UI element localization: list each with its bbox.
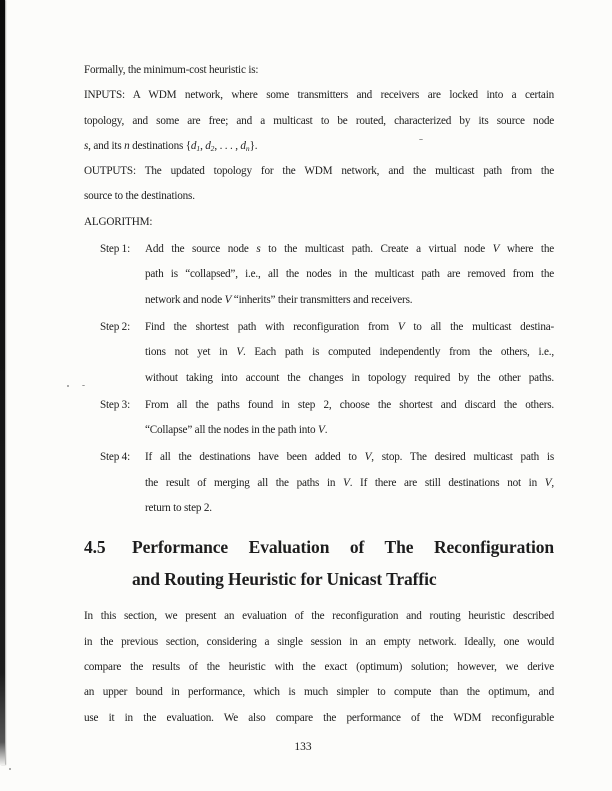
text-segment: }.	[249, 139, 258, 152]
heading-line	[84, 531, 554, 563]
text-line	[145, 315, 554, 340]
text-line	[145, 366, 554, 391]
math-subscript: 1	[196, 143, 201, 153]
math-variable: V	[343, 476, 350, 489]
text-segment: and Routing Heuristic for Unicast Traffic	[132, 569, 437, 590]
text-line	[145, 418, 554, 443]
math-variable: d	[190, 139, 197, 152]
text-line	[84, 630, 554, 655]
text-line	[84, 680, 554, 705]
text-segment: Performance Evaluation of The Reconfiguration	[132, 537, 554, 558]
text-segment: From all the paths found in step 2, choose the shortest and discard the others.	[145, 398, 554, 411]
text-segment: without taking into account the changes in topology required by the other paths.	[145, 371, 554, 384]
text-segment: Find the shortest path with reconfiguration from	[145, 320, 398, 333]
text-segment: “Collapse” all the nodes in the path into	[145, 424, 319, 437]
math-variable: n	[124, 139, 130, 152]
outputs-paragraph	[84, 159, 554, 210]
intro-paragraph	[84, 58, 554, 83]
text-line	[84, 134, 554, 159]
text-line	[84, 83, 554, 108]
text-segment: return to step 2.	[145, 502, 212, 515]
text-segment: path is “collapsed”, i.e., all the nodes in the multicast path are removed from the	[145, 268, 554, 281]
math-variable: s	[84, 139, 89, 152]
text-segment: . Each path is computed independently from the others, i.e.,	[242, 346, 554, 359]
text-segment: ALGORITHM:	[84, 215, 153, 228]
text-segment: .	[324, 424, 328, 437]
text-segment: compare the results of the heuristic with the exact (optimum) solution; however, we derive	[84, 660, 554, 673]
text-line	[84, 109, 554, 134]
text-segment: OUTPUTS: The updated topology for the WDM network, and the multicast path from the	[84, 165, 554, 178]
text-line	[84, 159, 554, 184]
text-line	[145, 496, 554, 521]
math-variable: d	[205, 139, 211, 152]
text-line	[145, 262, 554, 287]
math-variable: d	[240, 139, 246, 152]
math-variable: V	[492, 243, 500, 256]
text-segment: If all the destinations have been added to	[145, 451, 365, 464]
page-content	[84, 58, 554, 731]
text-segment: where the	[499, 243, 554, 256]
text-segment: , and its	[88, 139, 125, 152]
step-label: Step 2:	[100, 320, 130, 333]
text-segment: to the multicast path. Create a virtual node	[260, 243, 493, 256]
text-blocks	[84, 58, 554, 731]
text-segment: topology, and some are free; and a multicast to be routed, characterized by its source node	[84, 114, 554, 127]
section-heading-4-5	[84, 531, 554, 595]
text-segment: ,	[200, 139, 206, 152]
text-segment: In this section, we present an evaluation of the reconfiguration and routing heuristic described	[84, 610, 554, 623]
text-segment: to all the multicast destina-	[404, 320, 554, 333]
page-number: 133	[294, 741, 312, 753]
heading-line	[84, 563, 554, 595]
text-segment: source to the destinations.	[84, 190, 195, 203]
text-segment: an upper bound in performance, which is much simpler to compute than the optimum, and	[84, 686, 554, 699]
text-segment: use it in the evaluation. We also compare the performance of the WDM reconfigurable	[84, 711, 554, 724]
algorithm-label	[84, 210, 554, 235]
step-label: Step 1:	[100, 243, 130, 256]
inputs-paragraph	[84, 83, 554, 159]
text-line	[145, 237, 554, 262]
algorithm-step-2	[84, 315, 554, 391]
text-line	[84, 706, 554, 731]
math-variable: V	[544, 476, 552, 489]
algorithm-step-3	[84, 393, 554, 444]
text-segment: ,	[551, 476, 554, 489]
text-line	[84, 655, 554, 680]
text-segment: the result of merging all the paths in	[145, 476, 344, 489]
text-segment: Add the source node	[145, 243, 257, 256]
math-variable: V	[397, 320, 405, 333]
text-segment: . If there are still destinations not in	[349, 476, 545, 489]
text-segment: INPUTS: A WDM network, where some transmitters and receivers are locked into a certain	[84, 89, 554, 102]
text-segment: “inherits” their transmitters and receivers.	[231, 293, 413, 306]
text-line	[145, 471, 554, 496]
text-line	[84, 184, 554, 209]
text-segment: tions not yet in	[145, 346, 237, 359]
math-subscript: 2	[210, 143, 215, 153]
step-label: Step 4:	[100, 451, 130, 464]
algorithm-step-4	[84, 445, 554, 521]
scan-speck	[9, 768, 11, 770]
text-segment: , stop. The desired multicast path is	[371, 451, 554, 464]
scan-edge-bar	[0, 0, 5, 765]
section-body-paragraph	[84, 604, 554, 730]
math-variable: V	[224, 293, 232, 306]
math-variable: V	[318, 424, 325, 437]
math-variable: s	[256, 243, 261, 256]
text-line	[145, 445, 554, 470]
text-line	[84, 210, 554, 235]
algorithm-step-1	[84, 237, 554, 313]
math-variable: V	[236, 346, 243, 359]
text-segment: destinations {	[129, 139, 191, 152]
text-segment: network and node	[145, 293, 225, 306]
text-segment: , . . . ,	[214, 139, 241, 152]
text-line	[145, 393, 554, 418]
scan-speck	[67, 385, 69, 387]
text-line	[84, 604, 554, 629]
step-label: Step 3:	[100, 398, 130, 411]
text-segment: Formally, the minimum-cost heuristic is:	[84, 64, 259, 76]
text-segment: in the previous section, considering a single session in an empty network. Ideally, one would	[84, 635, 554, 648]
text-line	[145, 340, 554, 365]
text-line	[145, 288, 554, 313]
section-number: 4.5	[84, 537, 106, 558]
text-line	[84, 58, 554, 83]
math-subscript: n	[245, 143, 250, 153]
math-variable: V	[364, 451, 372, 464]
